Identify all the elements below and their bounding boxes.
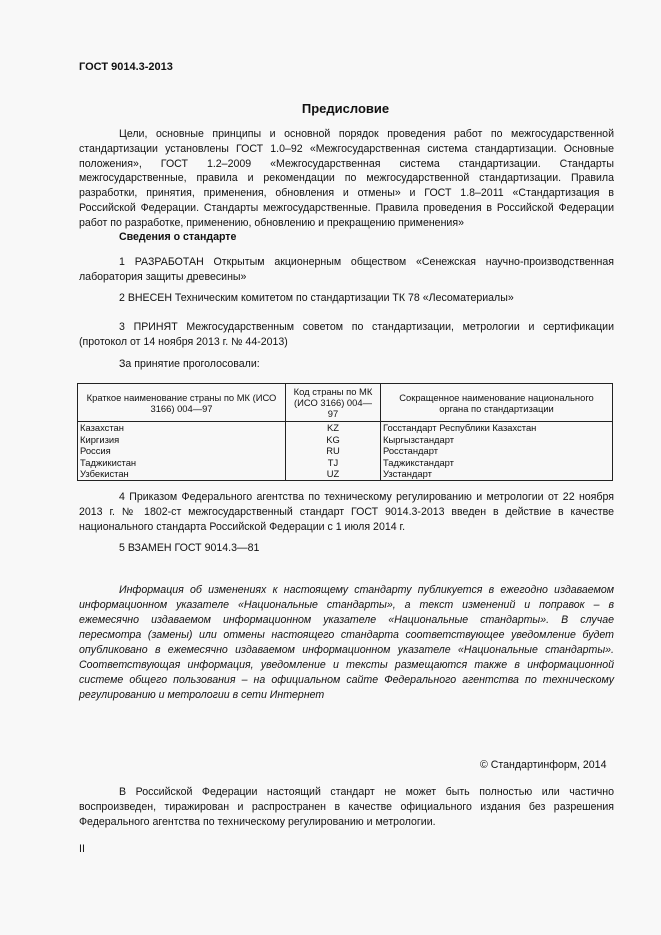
table-row [78, 468, 613, 480]
table-header-code: Код страны по МК (ИСО 3166) 004—97 [286, 384, 381, 422]
copyright: © Стандартинформ, 2014 [480, 759, 607, 771]
body-cell: Кыргызстандарт [381, 434, 613, 446]
voting-table [77, 383, 613, 481]
final-notice: В Российской Федерации настоящий стандарт не может быть полностью или частично воспроизведен, тиражирован и распространен в качестве официального издания без разрешения Федерального агентства по техническому регулированию и метрологии. [79, 786, 614, 828]
item-developed: 1 РАЗРАБОТАН Открытым акционерным обществом «Сенежская научно-производственная лаборатория защиты древесины» [79, 256, 614, 283]
item-order: 4 Приказом Федерального агентства по техническому регулированию и метрологии от 22 ноября 2013 г. № 1802-ст межгосударственный стандарт ГОСТ 9014.3-2013 введен в действие в качестве национального стандарта Российской Федерации с 1 июля 2014 г. [79, 491, 614, 533]
body-cell: Таджикстандарт [381, 457, 613, 469]
table-row [78, 434, 613, 446]
section-title: Сведения о стандарте [119, 231, 237, 243]
table-header-country: Краткое наименование страны по МК (ИСО 3166) 004—97 [78, 384, 286, 422]
country-cell: Узбекистан [78, 468, 286, 480]
body-cell: Росстандарт [381, 445, 613, 457]
intro-paragraph: Цели, основные принципы и основной порядок проведения работ по межгосударственной стандартизации установлены ГОСТ 1.0–92 «Межгосударственная система стандартизации. Основные положения», ГОСТ 1.2–2009 «Межгосударственная система стандартизации. Стандарты межгосударственные, правила и рекомендации по межгосударственной стандартизации. Правила разработки, принятия, применения, обновления и отмены» и ГОСТ 1.8–2011 «Стандартизация в Российской Федерации. Стандарты межгосударственные. Правила проведения в Российской Федерации работ по разработке, применению, обновлению и прекращению применения» [79, 128, 614, 229]
info-notice: Информация об изменениях к настоящему стандарту публикуется в ежегодно издаваемом информационном указателе «Национальные стандарты», а текст изменений и поправок – в ежемесячно издаваемом информационном указателе «Национальные стандарты». В случае пересмотра (замены) или отмены настоящего стандарта соответствующее уведомление будет опубликовано в ежемесячно издаваемом информационном указателе «Национальные стандарты». Соответствующая информация, уведомление и тексты размещаются также в информационной системе общего пользования – на официальном сайте Федерального агентства по техническому регулированию и метрологии в сети Интернет [79, 584, 614, 701]
item-replaces: 5 ВЗАМЕН ГОСТ 9014.3—81 [119, 542, 260, 554]
code-cell: TJ [286, 457, 381, 469]
code-cell: UZ [286, 468, 381, 480]
country-cell: Киргизия [78, 434, 286, 446]
vote-label: За принятие проголосовали: [119, 358, 260, 370]
body-cell: Госстандарт Республики Казахстан [381, 422, 613, 434]
code-cell: RU [286, 445, 381, 457]
page-title: Предисловие [301, 101, 390, 116]
table-header-body: Сокращенное наименование национального органа по стандартизации [381, 384, 613, 422]
item-submitted: 2 ВНЕСЕН Техническим комитетом по стандартизации ТК 78 «Лесоматериалы» [119, 292, 514, 304]
code-cell: KZ [286, 422, 381, 434]
item-adopted: 3 ПРИНЯТ Межгосударственным советом по стандартизации, метрологии и сертификации (протокол от 14 ноября 2013 г. № 44-2013) [79, 321, 614, 348]
country-cell: Казахстан [78, 422, 286, 434]
code-cell: KG [286, 434, 381, 446]
table-row [78, 445, 613, 457]
body-cell: Узстандарт [381, 468, 613, 480]
table-row [78, 422, 613, 434]
country-cell: Таджикистан [78, 457, 286, 469]
page-number: II [79, 843, 85, 855]
country-cell: Россия [78, 445, 286, 457]
document-code-header: ГОСТ 9014.3-2013 [79, 61, 173, 73]
table-row [78, 457, 613, 469]
